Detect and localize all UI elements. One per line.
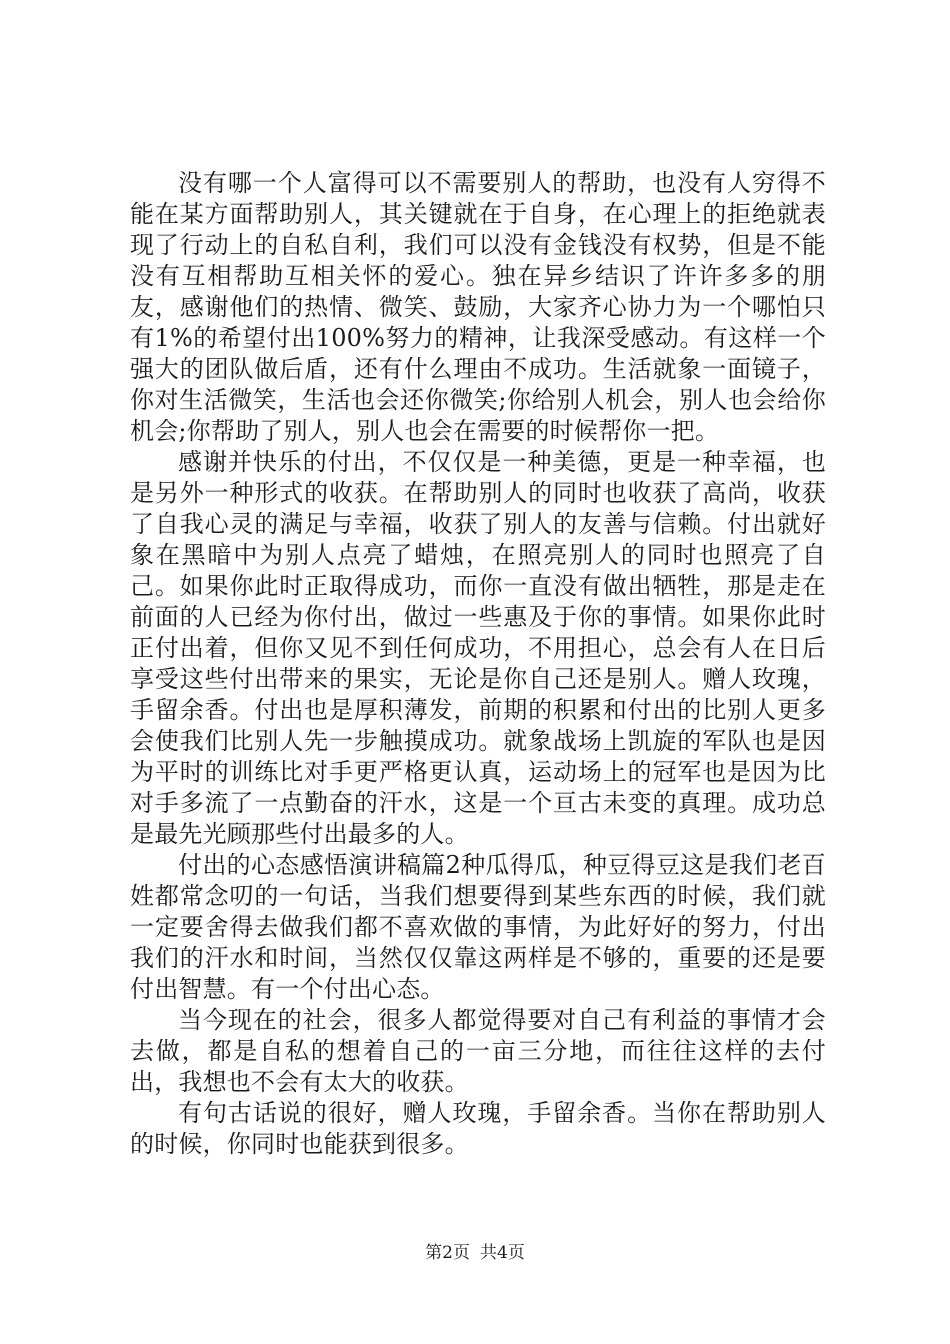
page-footer [0, 1242, 950, 1264]
paragraph-3: 付出的心态感悟演讲稿篇2种瓜得瓜，种豆得豆这是我们老百姓都常念叨的一句话，当我们想要得到某些东西的时候，我们就一定要舍得去做我们都不喜欢做的事情，为此好好的努力，付出我们的汗水和时间，当然仅仅靠这两样是不够的，重要的还是要付出智慧。有一个付出心态。 [130, 851, 826, 1003]
page-total: 共4页 [480, 1243, 525, 1263]
paragraph-4: 当今现在的社会，很多人都觉得要对自己有利益的事情才会去做，都是自私的想着自己的一亩三分地，而往往这样的去付出，我想也不会有太大的收获。 [130, 1006, 826, 1096]
paragraph-1: 没有哪一个人富得可以不需要别人的帮助，也没有人穷得不能在某方面帮助别人，其关键就在于自身，在心理上的拒绝就表现了行动上的自私自利，我们可以没有金钱没有权势，但是不能没有互相帮助互相关怀的爱心。独在异乡结识了许许多多的朋友，感谢他们的热情、微笑、鼓励，大家齐心协力为一个哪怕只有1%的希望付出100%努力的精神，让我深受感动。有这样一个强大的团队做后盾，还有什么理由不成功。生活就象一面镜子，你对生活微笑，生活也会还你微笑;你给别人机会，别人也会给你机会;你帮助了别人，别人也会在需要的时候帮你一把。 [130, 169, 826, 445]
paragraph-5: 有句古话说的很好，赠人玫瑰，手留余香。当你在帮助别人的时候，你同时也能获到很多。 [130, 1099, 826, 1158]
paragraph-2: 感谢并快乐的付出，不仅仅是一种美德，更是一种幸福，也是另外一种形式的收获。在帮助别人的同时也收获了高尚，收获了自我心灵的满足与幸福，收获了别人的友善与信赖。付出就好象在黑暗中为别人点亮了蜡烛，在照亮别人的同时也照亮了自己。如果你此时正取得成功，而你一直没有做出牺牲，那是走在前面的人已经为你付出，做过一些惠及于你的事情。如果你此时正付出着，但你又见不到任何成功，不用担心，总会有人在日后享受这些付出带来的果实，无论是你自己还是别人。赠人玫瑰，手留余香。付出也是厚积薄发，前期的积累和付出的比别人更多会使我们比别人先一步触摸成功。就象战场上凯旋的军队也是因为平时的训练比对手更严格更认真，运动场上的冠军也是因为比对手多流了一点勤奋的汗水，这是一个亘古未变的真理。成功总是最先光顾那些付出最多的人。 [130, 448, 826, 848]
document-body [130, 168, 826, 1160]
page-number: 第2页 [425, 1243, 470, 1263]
